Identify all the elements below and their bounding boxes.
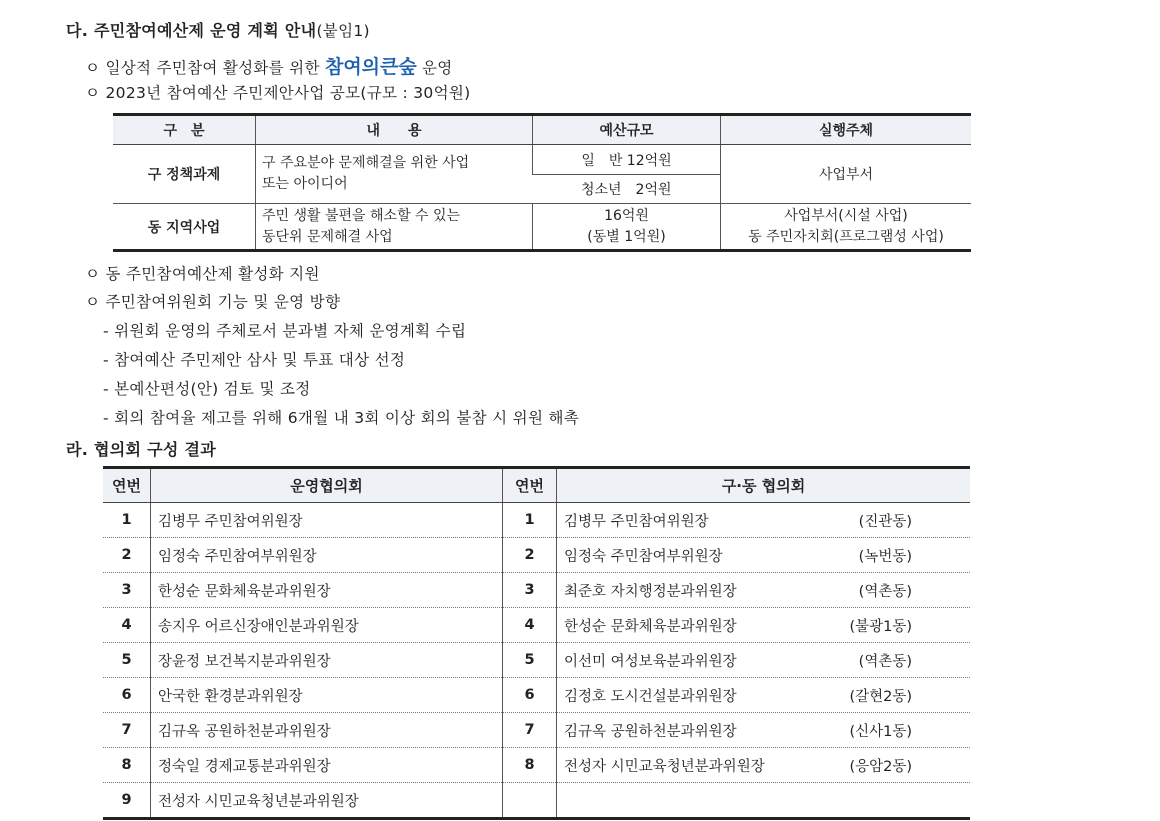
gu-member-cell xyxy=(557,748,971,783)
budget-cell xyxy=(533,204,721,251)
executor-line: 동 주민자치회(프로그램성 사업) xyxy=(748,228,944,245)
op-member: 장윤정 보건복지분과위원장 xyxy=(151,643,503,678)
col-header: 내 용 xyxy=(256,115,533,145)
gu-member-cell xyxy=(557,783,971,819)
gu-member-cell xyxy=(557,713,971,748)
budget-table xyxy=(113,113,971,252)
content-line: 주민 생활 불편을 해소할 수 있는 xyxy=(262,207,461,224)
dong-name: (녹번동) xyxy=(858,548,912,565)
bullet-4: ㅇ 주민참여위원회 기능 및 운영 방향 xyxy=(85,293,341,311)
section-d-heading: 라. 협의회 구성 결과 xyxy=(66,440,217,459)
op-member: 안국한 환경분과위원장 xyxy=(151,678,503,713)
content-line: 구 주요분야 문제해결을 위한 사업 xyxy=(262,155,470,171)
dash-item: - 회의 참여율 제고를 위해 6개월 내 3회 이상 회의 불참 시 위원 해촉 xyxy=(103,409,579,427)
executor-cell xyxy=(721,204,972,251)
table-row xyxy=(103,573,970,608)
dong-name: (진관동) xyxy=(858,513,912,530)
gu-member: 전성자 시민교육청년분과위원장 xyxy=(564,758,765,775)
dash-item: - 본예산편성(안) 검토 및 조정 xyxy=(103,380,311,398)
gu-member-cell xyxy=(557,503,971,538)
dong-name: (응암2동) xyxy=(849,758,912,775)
gu-member: 김병무 주민참여위원장 xyxy=(564,513,709,530)
gu-number: 6 xyxy=(503,678,557,713)
gu-number: 5 xyxy=(503,643,557,678)
col-header: 연번 xyxy=(103,468,151,503)
executor-line: 사업부서(시설 사업) xyxy=(784,207,908,224)
op-member: 정숙일 경제교통분과위원장 xyxy=(151,748,503,783)
dong-name: (신사1동) xyxy=(849,723,912,740)
op-member: 김병무 주민참여위원장 xyxy=(151,503,503,538)
op-member: 송지우 어르신장애인분과위원장 xyxy=(151,608,503,643)
gu-number: 7 xyxy=(503,713,557,748)
gu-member-cell xyxy=(557,573,971,608)
op-member: 한성순 문화체육분과위원장 xyxy=(151,573,503,608)
bullet-3: ㅇ 동 주민참여예산제 활성화 지원 xyxy=(85,265,320,283)
gu-member-cell xyxy=(557,643,971,678)
content-line: 또는 아이디어 xyxy=(262,176,348,192)
op-number: 1 xyxy=(103,503,151,538)
category-cell: 동 지역사업 xyxy=(113,204,256,251)
table-row xyxy=(103,643,970,678)
col-header: 예산규모 xyxy=(533,115,721,145)
budget-line: 16억원 xyxy=(604,207,649,224)
col-header: 구·동 협의회 xyxy=(557,468,971,503)
dong-name: (역촌동) xyxy=(858,653,912,670)
gu-number: 3 xyxy=(503,573,557,608)
op-member: 임정숙 주민참여부위원장 xyxy=(151,538,503,573)
op-number: 3 xyxy=(103,573,151,608)
op-member: 전성자 시민교육청년분과위원장 xyxy=(151,783,503,819)
table-row xyxy=(103,713,970,748)
gu-member: 최준호 자치행정분과위원장 xyxy=(564,583,737,600)
table-row xyxy=(103,678,970,713)
gu-number: 4 xyxy=(503,608,557,643)
op-number: 7 xyxy=(103,713,151,748)
gu-member-cell xyxy=(557,678,971,713)
op-member: 김규옥 공원하천분과위원장 xyxy=(151,713,503,748)
gu-member-cell xyxy=(557,608,971,643)
op-number: 9 xyxy=(121,792,132,808)
op-number: 5 xyxy=(103,643,151,678)
content-cell xyxy=(256,204,533,251)
gu-member: 김규옥 공원하천분과위원장 xyxy=(564,723,737,740)
table-row xyxy=(103,503,970,538)
heading-suffix: (붙임1) xyxy=(316,22,370,40)
logo-brand: 참여의큰숲 xyxy=(324,56,417,78)
budget-cell: 일 반 12억원 xyxy=(533,145,721,175)
dong-name: (불광1동) xyxy=(849,618,912,635)
gu-number: 8 xyxy=(503,748,557,783)
dash-item: - 위원회 운영의 주체로서 분과별 자체 운영계획 수립 xyxy=(103,322,467,340)
table-row xyxy=(103,608,970,643)
col-header: 운영협의회 xyxy=(151,468,503,503)
gu-member: 한성순 문화체육분과위원장 xyxy=(564,618,737,635)
section-c-heading xyxy=(66,18,370,41)
budget-line: (동별 1억원) xyxy=(587,228,666,245)
gu-number xyxy=(503,783,557,819)
gu-member: 임정숙 주민참여부위원장 xyxy=(564,548,723,565)
table-row xyxy=(103,748,970,783)
bullet-1-text: ㅇ 일상적 주민참여 활성화를 위한 xyxy=(85,59,320,77)
gu-member: 이선미 여성보육분과위원장 xyxy=(564,653,737,670)
council-table xyxy=(103,466,970,820)
op-number: 2 xyxy=(103,538,151,573)
col-header: 실행주체 xyxy=(721,115,972,145)
op-number: 4 xyxy=(103,608,151,643)
executor-cell: 사업부서 xyxy=(721,145,972,204)
gu-member: 김정호 도시건설분과위원장 xyxy=(564,688,737,705)
dong-name: (역촌동) xyxy=(858,583,912,600)
col-header: 구 분 xyxy=(113,115,256,145)
gu-member-cell xyxy=(557,538,971,573)
gu-number: 2 xyxy=(503,538,557,573)
bullet-2: ㅇ 2023년 참여예산 주민제안사업 공모(규모 : 30억원) xyxy=(85,84,471,102)
bullet-1-suffix: 운영 xyxy=(421,59,453,77)
budget-cell: 청소년 2억원 xyxy=(533,175,721,204)
table-row xyxy=(103,783,970,819)
col-header: 연번 xyxy=(503,468,557,503)
content-line: 동단위 문제해결 사업 xyxy=(262,228,393,245)
op-number: 6 xyxy=(103,678,151,713)
content-cell xyxy=(256,145,533,204)
op-number: 8 xyxy=(103,748,151,783)
heading-text: 다. 주민참여예산제 운영 계획 안내 xyxy=(66,21,317,40)
table-row xyxy=(103,538,970,573)
dong-name: (갈현2동) xyxy=(849,688,912,705)
dash-item: - 참여예산 주민제안 삼사 및 투표 대상 선정 xyxy=(103,351,406,369)
category-cell: 구 정책과제 xyxy=(113,145,256,204)
gu-number: 1 xyxy=(503,503,557,538)
bullet-1 xyxy=(85,52,453,79)
